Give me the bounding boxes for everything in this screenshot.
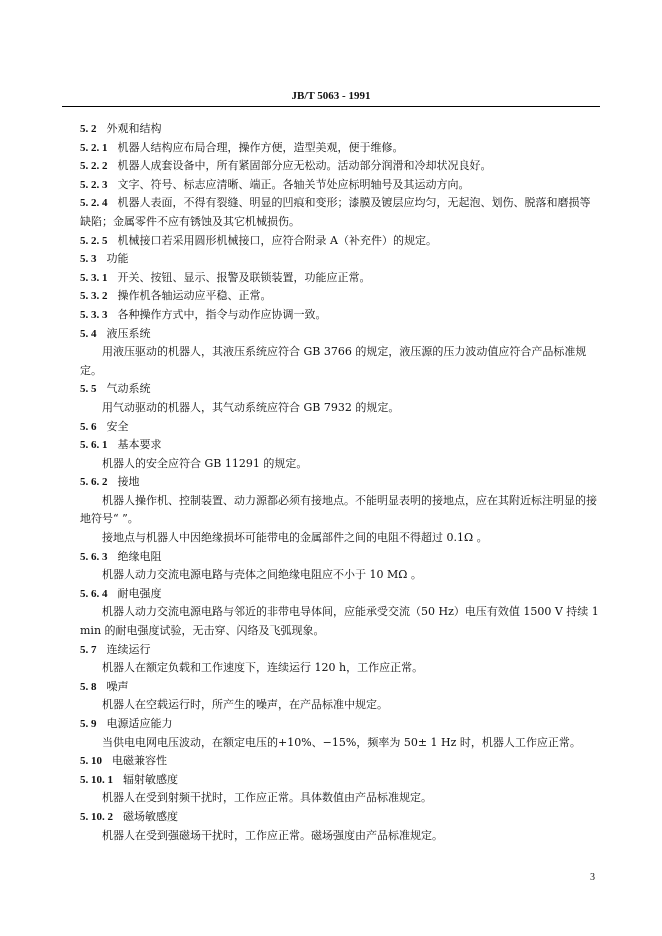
paragraph-text: 机器人在受到强磁场干扰时，工作应正常。磁场强度由产品标准规定。 xyxy=(102,828,443,842)
clause-text: 绝缘电阻 xyxy=(117,549,162,563)
clause-5-2-4 xyxy=(80,194,600,231)
paragraph-power xyxy=(80,734,600,753)
clause-number: 5. 3 xyxy=(80,253,97,266)
clause-text: 电源适应能力 xyxy=(106,717,173,730)
paragraph-pneumatic xyxy=(80,399,600,418)
clause-number: 5. 3. 3 xyxy=(80,308,108,321)
clause-text: 开关、按钮、显示、报警及联锁装置，功能应正常。 xyxy=(117,270,371,284)
clause-number: 5. 2. 4 xyxy=(80,197,108,210)
clause-number: 5. 6. 3 xyxy=(80,550,108,563)
paragraph-hydraulic xyxy=(80,343,600,380)
clause-number: 5. 6 xyxy=(80,420,97,433)
clause-text: 机器人成套设备中，所有紧固部分应无松动。活动部分润滑和冷却状况良好。 xyxy=(117,159,492,173)
clause-text: 耐电强度 xyxy=(117,586,162,600)
clause-number: 5. 3. 2 xyxy=(80,290,108,303)
paragraph-grounding xyxy=(80,492,600,529)
clause-number: 5. 10. 2 xyxy=(80,810,113,823)
clause-number: 5. 8 xyxy=(80,680,97,693)
clause-number: 5. 6. 4 xyxy=(80,587,108,600)
clause-5-4 xyxy=(80,325,600,344)
clause-text: 功能 xyxy=(106,252,129,266)
paragraph-noise xyxy=(80,696,600,715)
clause-5-6 xyxy=(80,418,600,437)
paragraph-text: 机器人在空载运行时，所产生的噪声，在产品标准中规定。 xyxy=(102,698,388,712)
clause-text: 基本要求 xyxy=(117,438,162,452)
paragraph-text: 机器人在额定负载和工作速度下，连续运行 120 h，工作应正常。 xyxy=(102,661,424,675)
clause-5-2-1 xyxy=(80,139,600,158)
paragraph-text: 机器人操作机、控制装置、动力源都必须有接地点。不能明显表明的接地点，应在其附近标注明显的接地符号“ ”。 xyxy=(80,493,597,526)
clause-text: 噪声 xyxy=(106,679,129,693)
paragraph-magnetic xyxy=(80,827,600,846)
paragraph-text: 机器人动力交流电源电路与邻近的非带电导体间，应能承受交流（50 Hz）电压有效值 1500 V 持续 1 min 的耐电强度试验，无击穿、闪络及飞弧现象。 xyxy=(80,605,599,638)
clause-5-8 xyxy=(80,678,600,697)
clause-text: 操作机各轴运动应平稳、正常。 xyxy=(117,289,272,303)
clause-number: 5. 9 xyxy=(80,718,97,730)
clause-text: 连续运行 xyxy=(106,642,151,656)
clause-5-5 xyxy=(80,380,600,399)
clause-text: 文字、符号、标志应清晰、端正。各轴关节处应标明轴号及其运动方向。 xyxy=(117,177,470,191)
paragraph-text: 接地点与机器人中因绝缘损坏可能带电的金属部件之间的电阻不得超过 0.1Ω 。 xyxy=(102,531,488,545)
clause-number: 5. 10 xyxy=(80,755,102,768)
paragraph-insulation xyxy=(80,566,600,585)
clause-5-6-1 xyxy=(80,436,600,455)
clause-text: 外观和结构 xyxy=(106,122,162,135)
clause-5-6-3 xyxy=(80,548,600,567)
clause-text: 机器人表面，不得有裂缝、明显的凹痕和变形；漆膜及镀层应均匀，无起泡、划伤、脱落和磨损等缺陷；金属零件不应有锈蚀及其它机械损伤。 xyxy=(80,196,591,228)
paragraph-continuous xyxy=(80,659,600,678)
clause-number: 5. 6. 2 xyxy=(80,476,108,489)
paragraph-text: 机器人动力交流电源电路与壳体之间绝缘电阻应不小于 10 MΩ 。 xyxy=(102,568,422,582)
clause-text: 安全 xyxy=(106,419,129,433)
clause-text: 电磁兼容性 xyxy=(112,754,167,768)
clause-number: 5. 10. 1 xyxy=(80,773,113,786)
paragraph-text: 当供电电网电压波动，在额定电压的+10%、−15%，频率为 50± 1 Hz 时，机器人工作应正常。 xyxy=(102,735,581,749)
clause-number: 5. 3. 1 xyxy=(80,271,108,284)
header-rule xyxy=(62,106,600,107)
clause-text: 辐射敏感度 xyxy=(123,772,178,786)
clause-5-3-3 xyxy=(80,306,600,325)
clause-5-3-2 xyxy=(80,287,600,306)
clause-number: 5. 4 xyxy=(80,327,97,340)
clause-5-2-3 xyxy=(80,176,600,195)
clause-5-2-2 xyxy=(80,157,600,176)
clause-5-10-2 xyxy=(80,808,600,827)
clause-number: 5. 2 xyxy=(80,123,97,135)
clause-number: 5. 5 xyxy=(80,383,97,396)
clause-number: 5. 2. 5 xyxy=(80,234,108,247)
clause-5-10 xyxy=(80,752,600,771)
clause-5-7 xyxy=(80,641,600,660)
paragraph-text: 用气动驱动的机器人，其气动系统应符合 GB 7932 的规定。 xyxy=(102,400,400,414)
clause-number: 5. 2. 1 xyxy=(80,141,108,154)
page-number: 3 xyxy=(590,872,595,883)
clause-5-6-4 xyxy=(80,585,600,604)
document-header: JB/T 5063 - 1991 xyxy=(291,90,371,102)
clause-5-9 xyxy=(80,715,600,734)
clause-number: 5. 2. 2 xyxy=(80,160,108,173)
clause-text: 接地 xyxy=(117,475,140,489)
clause-text: 气动系统 xyxy=(106,382,151,396)
clause-number: 5. 6. 1 xyxy=(80,439,108,452)
clause-number: 5. 7 xyxy=(80,643,97,656)
clause-text: 机器人结构应布局合理，操作方便，造型美观，便于维修。 xyxy=(117,140,404,154)
clause-number: 5. 2. 3 xyxy=(80,178,108,191)
paragraph-grounding-resistance xyxy=(80,529,600,548)
paragraph-radiation xyxy=(80,789,600,808)
paragraph-text: 用液压驱动的机器人，其液压系统应符合 GB 3766 的规定，液压源的压力波动值应符合产品标准规定。 xyxy=(80,345,587,377)
paragraph-safety xyxy=(80,455,600,474)
paragraph-text: 机器人的安全应符合 GB 11291 的规定。 xyxy=(102,456,308,470)
clause-5-2 xyxy=(80,120,600,139)
clause-text: 磁场敏感度 xyxy=(123,809,178,823)
clause-5-3-1 xyxy=(80,269,600,288)
paragraph-text: 机器人在受到射频干扰时，工作应正常。具体数值由产品标准规定。 xyxy=(102,791,432,805)
clause-text: 各种操作方式中，指令与动作应协调一致。 xyxy=(117,307,327,321)
document-body xyxy=(80,120,600,845)
clause-text: 液压系统 xyxy=(106,326,151,340)
paragraph-dielectric xyxy=(80,603,600,640)
clause-5-10-1 xyxy=(80,771,600,790)
clause-5-3 xyxy=(80,250,600,269)
clause-5-2-5 xyxy=(80,232,600,251)
clause-5-6-2 xyxy=(80,473,600,492)
clause-text: 机械接口若采用圆形机械接口，应符合附录 A（补充件）的规定。 xyxy=(117,233,437,247)
